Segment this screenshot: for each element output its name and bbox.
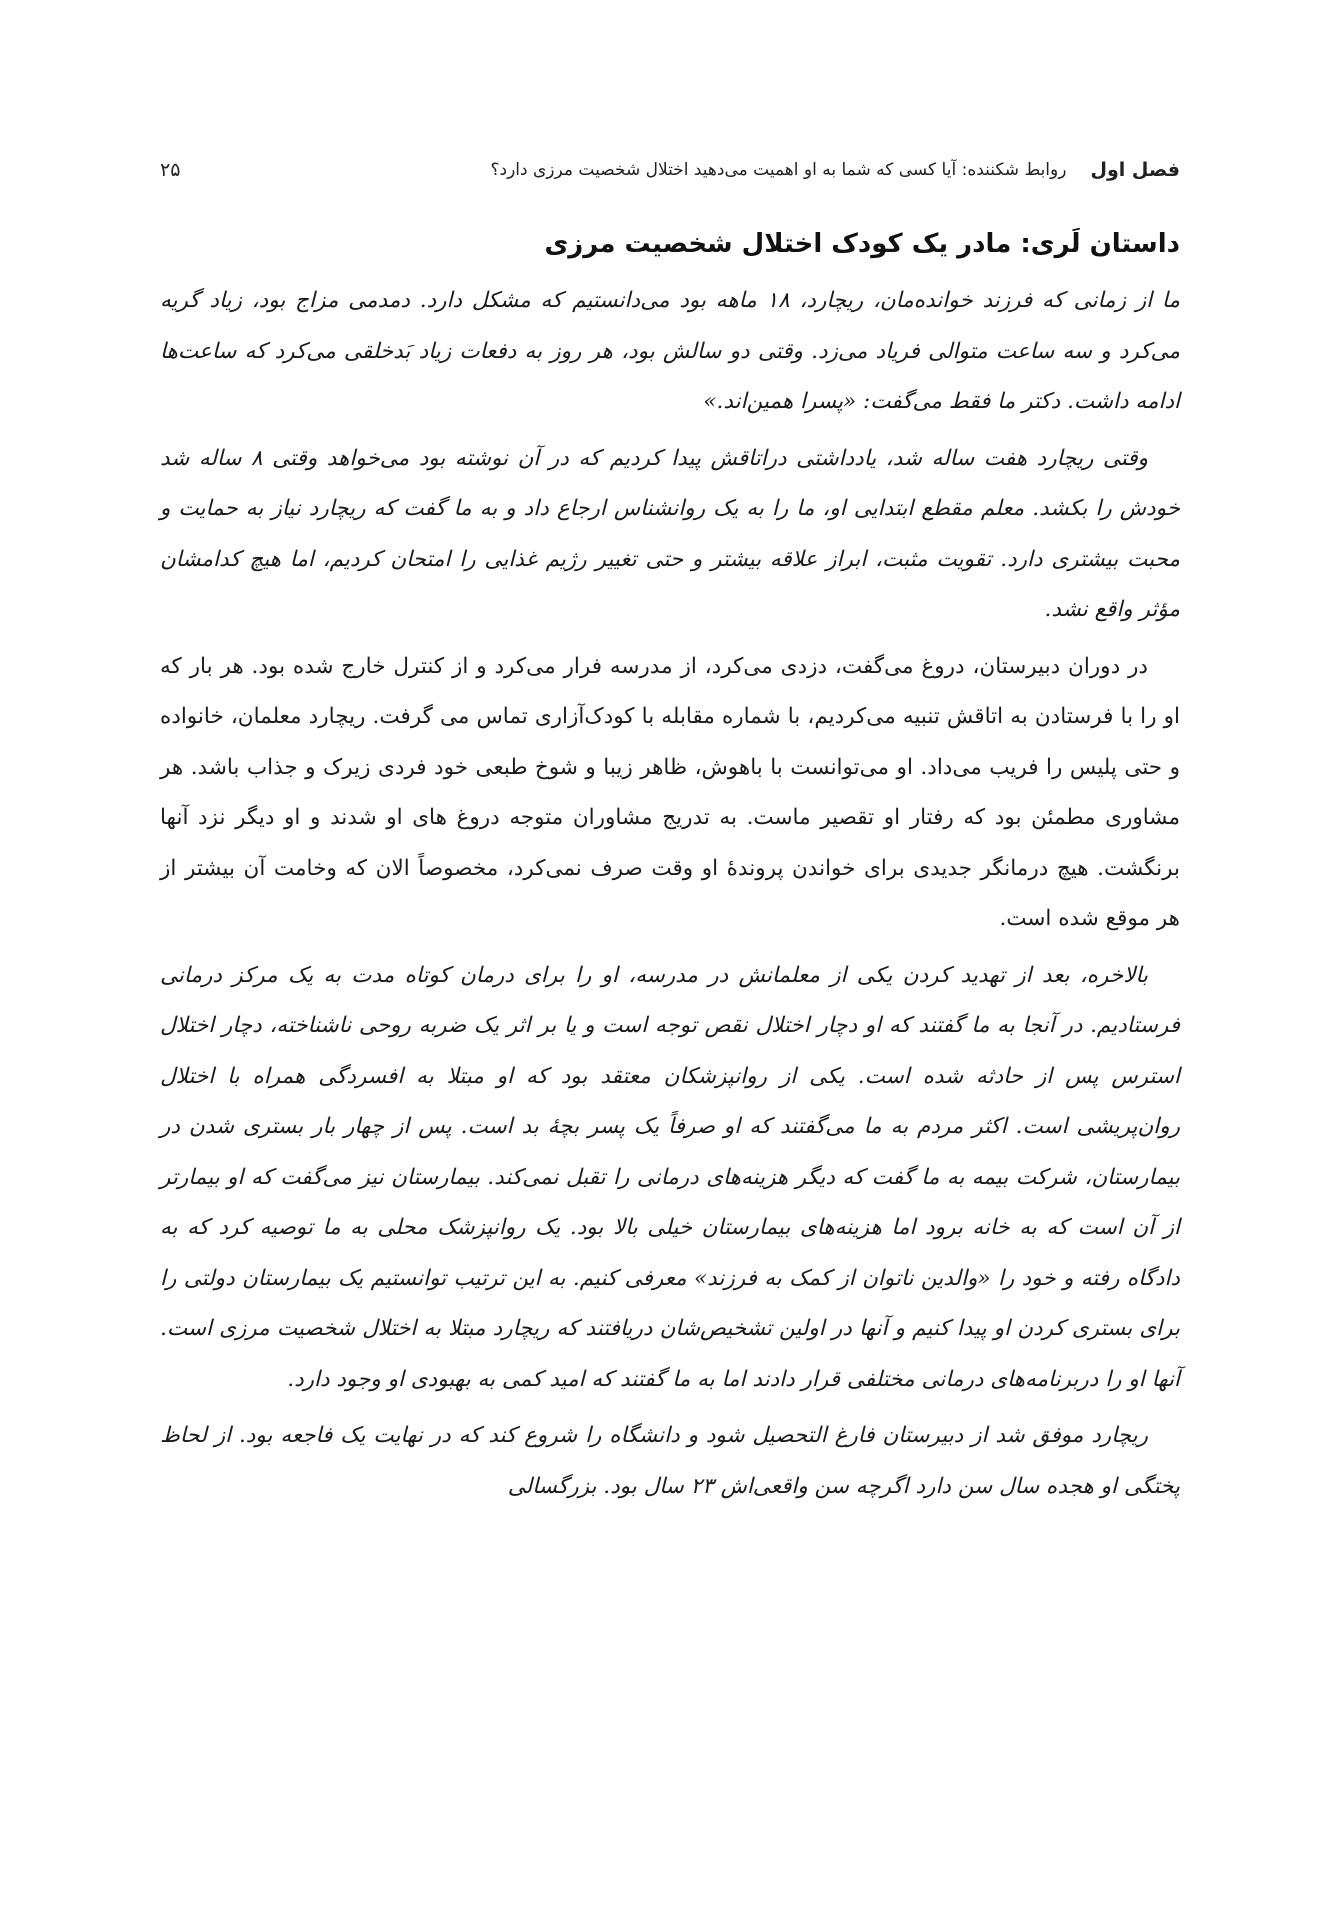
paragraph: وقتی ریچارد هفت ساله شد، یادداشتی دراتاقش پیدا کردیم که در آن نوشته بود می‌خواهد وقتی ۸ ساله شد خودش را بکشد. معلم مقطع ابتدایی او، ما را به یک روانشناس ارجاع داد و به ما گفت که ریچارد نیاز به حمایت و محبت بیشتری دارد. تقویت مثبت، ابراز علاقه بیشتر و حتی تغییر رژیم غذایی را امتحان کردیم، اما هیچ کدامشان مؤثر واقع نشد. — [160, 445, 1180, 622]
page-body — [160, 222, 1180, 1518]
paragraph: ریچارد موفق شد از دبیرستان فارغ التحصیل شود و دانشگاه را شروع کند که در نهایت یک فاجعه بود. از لحاظ پختگی او هجده سال سن دارد اگرچه سن واقعی‌اش ۲۳ سال بود. بزرگسالی — [160, 1423, 1180, 1499]
paragraph: در دوران دبیرستان، دروغ می‌گفت، دزدی می‌کرد، از مدرسه فرار می‌کرد و از کنترل خارج شده بود. هر بار که او را با فرستادن به اتاقش تنبیه می‌کردیم، با شماره مقابله با کودک‌آزاری تماس می گرفت. ریچارد معلمان، خانواده و حتی پلیس را فریب می‌داد. او می‌توانست با باهوش، ظاهر زیبا و شوخ طبعی خود فردی زیرک و جذاب باشد. هر مشاوری مطمئن بود که رفتار او تقصیر ماست. به تدریج مشاوران متوجه دروغ های او شدند و او دیگر نزد آنها برنگشت. هیچ درمانگر جدیدی برای خواندن پروندهٔ او وقت صرف نمی‌کرد، مخصوصاً الان که وخامت آن بیشتر از هر موقع شده است. — [160, 653, 1180, 931]
running-title: روابط شکننده: آیا کسی که شما به او اهمیت می‌دهید اختلال شخصیت مرزی دارد؟ — [490, 160, 1067, 180]
paragraph: بالاخره، بعد از تهدید کردن یکی از معلمانش در مدرسه، او را برای درمان کوتاه مدت به یک مرکز درمانی فرستادیم. در آنجا به ما گفتند که او دچار اختلال نقص توجه است و یا بر اثر یک ضربه روحی ناشناخته، دچار اختلال استرس پس از حادثه شده است. یکی از روانپزشکان معتقد بود که او مبتلا به افسردگی همراه با اختلال روان‌پریشی است. اکثر مردم به ما می‌گفتند که او صرفاً یک پسر بچهٔ بد است. پس از چهار بار بستری شدن در بیمارستان، شرکت بیمه به ما گفت که دیگر هزینه‌های درمانی را تقبل نمی‌کند. بیمارستان نیز می‌گفت که او بیمارتر از آن است که به خانه برود اما هزینه‌های بیمارستان خیلی بالا بود. یک روانپزشک محلی به ما توصیه کرد که به دادگاه رفته و خود را «والدین ناتوان از کمک به فرزند» معرفی کنیم. به این ترتیب توانستیم یک بیمارستان دولتی را برای بستری کردن او پیدا کنیم و آنها در اولین تشخیص‌شان دریافتند که ریچارد مبتلا به اختلال شخصیت مرزی است. آنها او را دربرنامه‌های درمانی مختلفی قرار دادند اما به ما گفتند که امید کمی به بهبودی او وجود دارد. — [160, 962, 1180, 1392]
paragraph: ما از زمانی که فرزند خوانده‌مان، ریچارد، ۱۸ ماهه بود می‌دانستیم که مشکل دارد. دمدمی مزاج بود، زیاد گریه می‌کرد و سه ساعت متوالی فریاد می‌زد. وقتی دو سالش بود، هر روز به دفعات زیاد بَدخلقی می‌کرد که ساعت‌ها ادامه داشت. دکتر ما فقط می‌گفت: «پسرا همین‌اند.» — [160, 288, 1180, 414]
chapter-label: فصل اول — [1090, 159, 1180, 181]
page-number: ۲۵ — [160, 159, 181, 181]
running-header — [160, 150, 1180, 190]
section-title: داستان لَری: مادر یک کودک اختلال شخصیت مرزی — [544, 229, 1180, 259]
